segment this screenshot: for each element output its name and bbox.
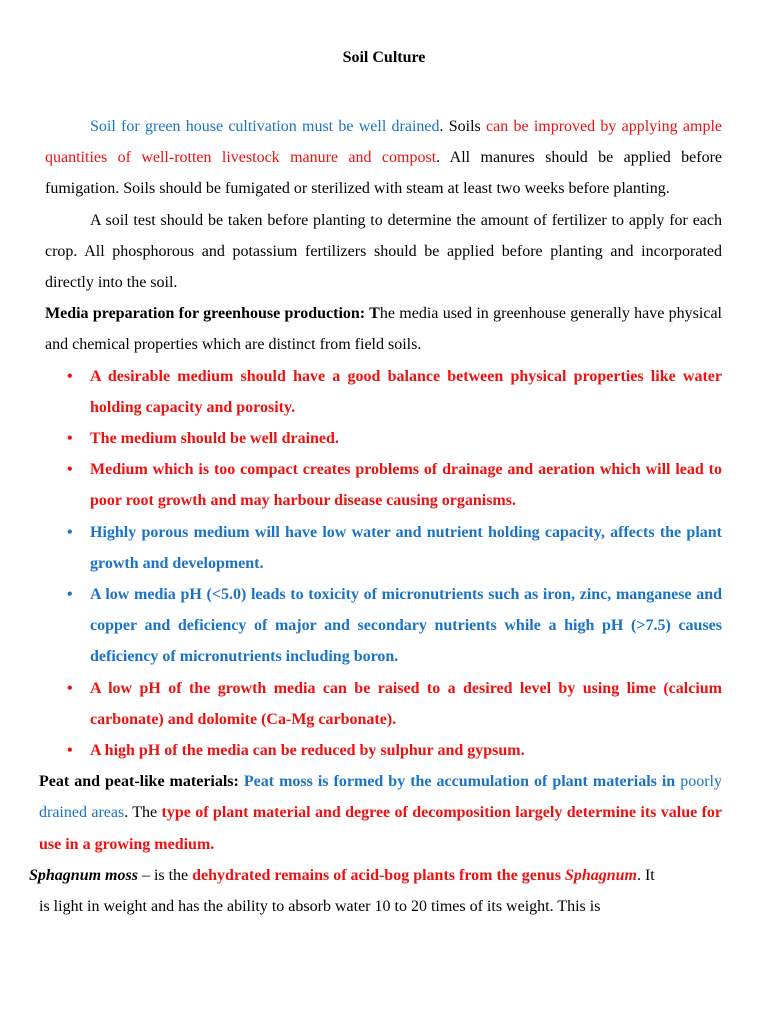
list-item-text: A desirable medium should have a good balance between physical properties like water holding capacity and porosity. [90,367,722,416]
highlight-red-italic-text: Sphagnum [564,866,637,884]
plain-text: . The [124,804,162,822]
highlight-blue-text: Peat moss is formed by the accumulation of plant materials in [243,773,681,791]
list-item [67,423,722,454]
list-item [67,579,722,673]
page-title: Soil Culture [342,49,426,66]
highlight-red-text: type of plant material and degree of decomposition largely determine its value for use in a growing medium. [39,804,722,853]
bullet-icon: • [67,523,73,541]
list-item-text: A high pH of the media can be reduced by sulphur and gypsum. [90,742,525,760]
plain-text: – is the [137,866,193,884]
highlight-blue-text: poorly drained areas [39,773,722,822]
list-item-text: A low media pH (<5.0) leads to toxicity of micronutrients such as iron, zinc, manganese and copper and deficiency of major and secondary nutrients while a high pH (>7.5) causes deficiency of micronutrients including boron. [90,586,722,666]
bullet-icon: • [67,679,73,697]
list-item [67,517,722,579]
highlight-blue-text: Soil for green house cultivation must be well drained [90,118,440,135]
media-heading: Media preparation for greenhouse production: T [45,305,380,323]
highlight-red-text: can be improved by applying ample quantities of well-rotten livestock manure and compost [45,118,723,167]
plain-text: . All manures should be applied before fumigation. Soils should be fumigated or sterilized with steam at least two weeks before planting. [45,149,723,198]
paragraph-soil-test: A soil test should be taken before planting to determine the amount of fertilizer to apply for each crop. All phosphorous and potassium fertilizers should be applied before planting and incorporated directly into the soil. [45,211,722,292]
list-item [67,673,722,735]
list-item-text: A low pH of the growth media can be raised to a desired level by using lime (calcium carbonate) and dolomite (Ca-Mg carbonate). [90,679,722,728]
peat-heading: Peat and peat-like materials: [39,773,244,791]
list-item-text: The medium should be well drained. [90,430,339,448]
media-text: he media used in greenhouse generally have physical and chemical properties which are distinct from field soils. [45,305,723,354]
list-item-text: Highly porous medium will have low water and nutrient holding capacity, affects the plant growth and development. [90,523,722,572]
list-item [67,361,722,423]
paragraph-peat [39,766,722,860]
bullet-icon: • [67,367,73,385]
bullet-icon: • [67,461,73,479]
bullet-icon: • [67,430,73,448]
bullet-icon: • [67,742,73,760]
bullet-icon: • [67,586,73,604]
plain-text: . It [636,866,655,884]
list-item [67,735,722,766]
list-item-text: Medium which is too compact creates problems of drainage and aeration which will lead to poor root growth and may harbour disease causing organisms. [90,461,722,510]
media-properties-list [45,361,722,767]
plain-text: . Soils [439,118,487,135]
list-item [67,454,722,516]
paragraph-soil-drainage [45,111,722,205]
paragraph-sphagnum-continued: is light in weight and has the ability to absorb water 10 to 20 times of its weight. This is [39,898,601,916]
highlight-red-text: dehydrated remains of acid-bog plants from the genus [192,866,565,884]
paragraph-media-preparation [45,298,722,360]
document-body [29,111,723,922]
sphagnum-term: Sphagnum moss [29,866,138,884]
paragraph-sphagnum [29,860,722,891]
